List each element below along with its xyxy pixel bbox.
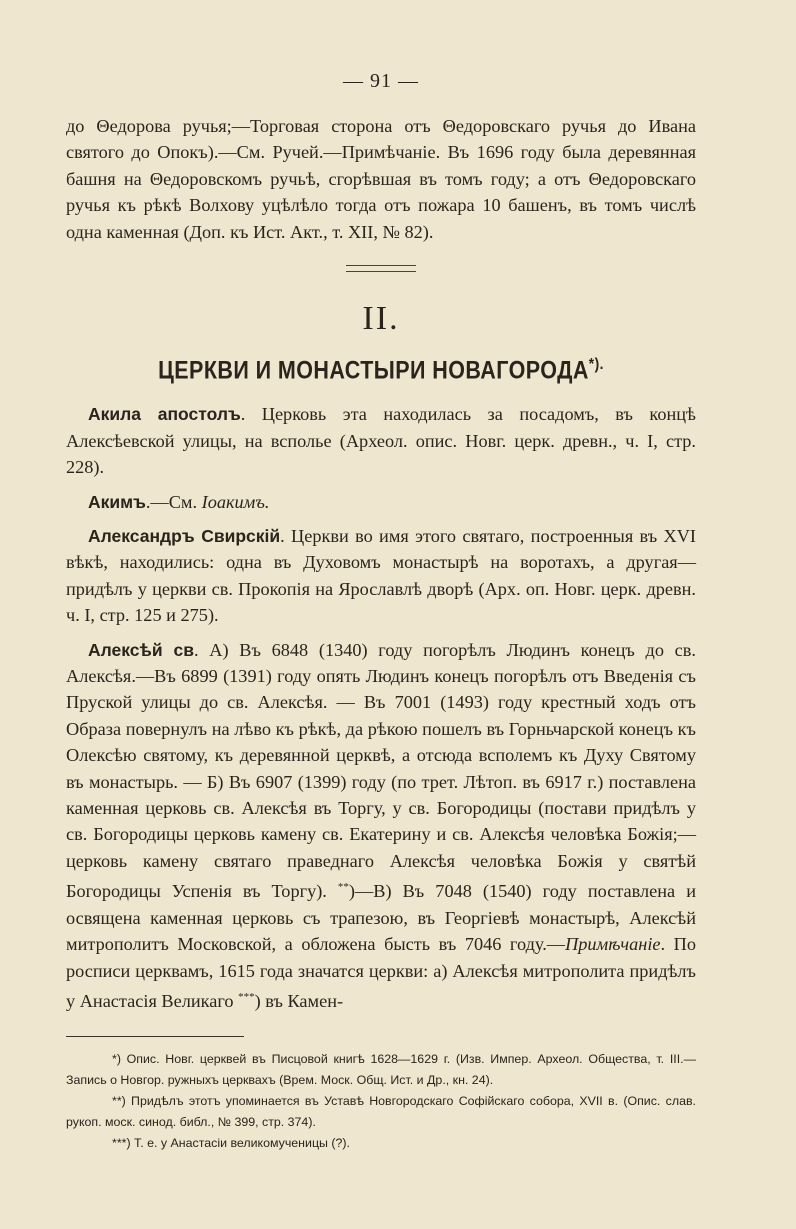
entry-text: .—См. bbox=[145, 491, 202, 512]
entry-akim bbox=[66, 489, 696, 515]
section-number: II. bbox=[362, 300, 400, 338]
entry-text: . Церкви во имя этого святаго, построенныя въ XVI вѣкѣ, находились: одна въ Духовомъ монастырѣ на воротахъ, а другая—придѣлъ у церкви св. Прокопія на Ярославлѣ дворѣ (Арх. оп. Новг. церк. древн. ч. I, стр. 125 и 275). bbox=[66, 525, 696, 626]
entry-text: . Церковь эта находилась за посадомъ, въ концѣ Алексѣевской улицы, на всполье (Археол. опис. Новг. церк. древн., ч. I, стр. 228). bbox=[66, 404, 696, 478]
section-title-text: ЦЕРКВИ И МОНАСТЫРИ НОВАГОРОДА bbox=[158, 356, 589, 385]
section-divider bbox=[346, 265, 416, 272]
section-title bbox=[110, 356, 652, 385]
entry-term: Александръ Свирскій bbox=[88, 525, 281, 546]
footnote: *) Опис. Новг. церквей въ Писцовой книгѣ 1628—1629 г. (Изв. Импер. Археол. Общества, т. III.—Запись о Новгор. ружныхъ церквахъ (Врем. Моск. Общ. Ист. и Др., кн. 24). bbox=[66, 1052, 696, 1088]
intro-paragraph: до Θедорова ручья;—Торговая сторона отъ Θедоровскаго ручья до Ивана святого до Опокъ).—См. Ручей.—Примѣчаніе. Въ 1696 году была деревянная башня на Θедоровскомъ ручьѣ, сгорѣвшая въ томъ году; а отъ Θедоровскаго ручья къ рѣкѣ Волхову уцѣлѣло тогда отъ пожара 10 башенъ, въ томъ числѣ одна каменная (Доп. къ Ист. Акт., т. XII, № 82). bbox=[66, 116, 696, 242]
entry-aleksandr-svirsky bbox=[66, 523, 696, 629]
footnote-mark: *** bbox=[238, 990, 255, 1003]
entry-term: Акила апостолъ bbox=[88, 404, 241, 425]
footnote: ***) Т. е. у Анастасіи великомученицы (?). bbox=[112, 1136, 350, 1151]
entry-term: Акимъ bbox=[88, 491, 146, 512]
entry-akila bbox=[66, 401, 696, 480]
entry-text: ) въ Камен- bbox=[254, 991, 344, 1012]
document-page bbox=[66, 70, 696, 1154]
page-number: — 91 — bbox=[343, 70, 419, 92]
entry-cross-reference: Іоакимъ. bbox=[201, 491, 270, 512]
entry-text: . А) Въ 6848 (1340) году погорѣлъ Людинъ конецъ до св. Алексѣя.—Въ 6899 (1391) году опять Людинъ конецъ погорѣлъ отъ Введенія съ Пруской улицы до св. Алексѣя. — Въ 7001 (1493) году крестный ходъ отъ Образа повернулъ на лѣво къ рѣкѣ, да рѣкою пошелъ въ Горньчарской конецъ къ Олексѣю святому, къ деревянной церквѣ, а отсюда всполемъ къ Духу Святому въ монастырь. — Б) Въ 6907 (1399) году (по трет. Лѣтоп. въ 6917 г.) поставлена каменная церковь св. Алексѣя въ Торгу, у св. Богородицы (постави придѣлъ у св. Богородицы церковь камену св. Екатерину и св. Алексѣя человѣка Божія;—церковь камену святаго праведнаго Алексѣя человѣка Божія у святѣй Богородицы Успенія въ Торгу). bbox=[66, 639, 696, 902]
entry-text: . По росписи церквамъ, 1615 года значатся церкви: а) Алексѣя митрополита придѣлъ у Анастасія Великаго bbox=[66, 934, 696, 1012]
entry-term: Алексѣй св bbox=[88, 639, 195, 660]
section-title-footnote-mark: *). bbox=[588, 356, 604, 374]
footnote: **) Придѣлъ этотъ упоминается въ Уставѣ Новгородскаго Софійскаго собора, XVII в. (Опис. слав. рукоп. моск. синод. библ., № 399, стр. 374). bbox=[66, 1094, 696, 1130]
entry-note-label: Примѣчаніе bbox=[565, 934, 661, 955]
footnote-divider bbox=[66, 1036, 244, 1037]
entry-aleksey bbox=[66, 637, 696, 1015]
footnote-mark: ** bbox=[337, 881, 349, 894]
entry-text: )—В) Въ 7048 (1540) году поставлена и освящена каменная церковь съ трапезою, въ Георгіевѣ монастырѣ, Алексѣй митрополитъ Московской, а обложена бысть въ 7046 году.— bbox=[66, 881, 696, 955]
